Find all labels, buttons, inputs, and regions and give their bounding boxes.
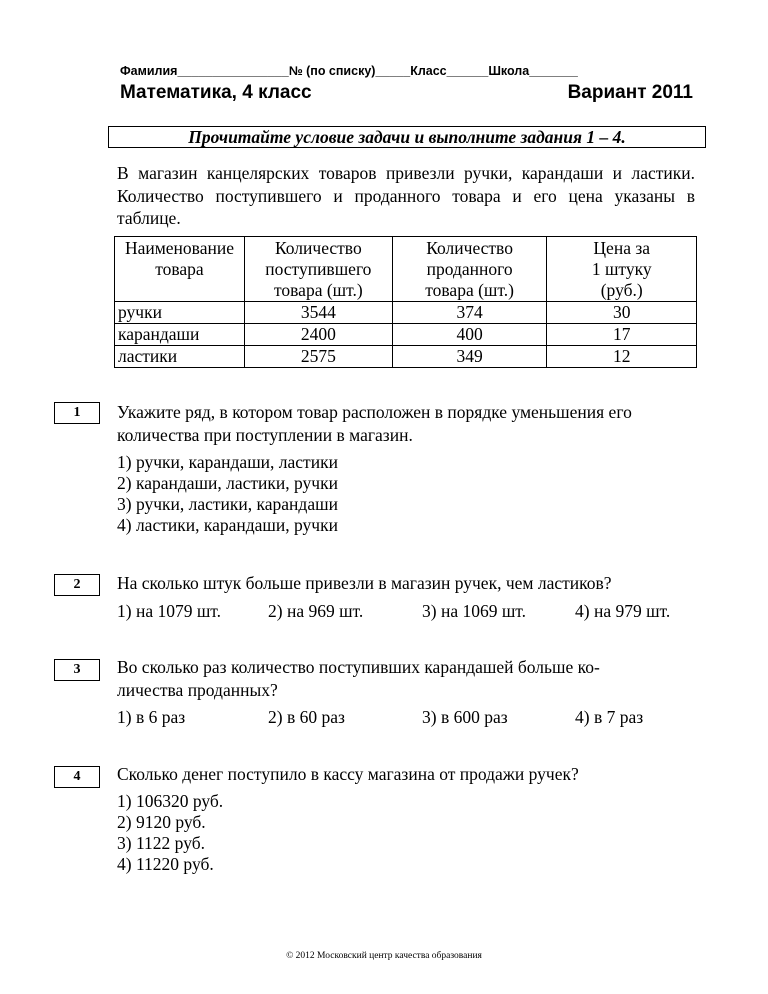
variant-title: Вариант 2011 (567, 82, 693, 103)
task-2-number-box: 2 (54, 574, 100, 596)
received-cell: 2400 (244, 324, 392, 346)
task-2-option-4: 4) на 979 шт. (575, 601, 671, 621)
student-info-line: Фамилия________________№ (по списку)_____Класс______Школа_______ (120, 64, 578, 78)
received-cell: 3544 (244, 302, 392, 324)
task-1-number-box: 1 (54, 402, 100, 424)
task-3-option-2: 2) в 60 раз (268, 707, 345, 727)
instruction-box: Прочитайте условие задачи и выполните задания 1 – 4. (108, 126, 706, 148)
task-1-option-2: 2) карандаши, ластики, ручки (117, 473, 338, 493)
subject-title: Математика, 4 класс (120, 82, 312, 103)
table-header-row (115, 237, 697, 302)
table-row (115, 346, 697, 368)
task-3-option-3: 3) в 600 раз (422, 707, 508, 727)
price-cell: 17 (547, 324, 697, 346)
sold-cell: 400 (392, 324, 547, 346)
product-name-cell: ластики (115, 346, 245, 368)
task-2-question: На сколько штук больше привезли в магазин ручек, чем ластиков? (117, 573, 612, 593)
task-3-number-box: 3 (54, 659, 100, 681)
header-price: Цена за 1 штуку (руб.) (547, 237, 697, 302)
task-1-option-1: 1) ручки, карандаши, ластики (117, 452, 338, 472)
header-received-qty: Количество поступившего товара (шт.) (244, 237, 392, 302)
task-1-question: Укажите ряд, в котором товар расположен в порядке уменьшения его количества при поступлении в магазин. (117, 402, 632, 445)
copyright-footer: © 2012 Московский центр качества образования (286, 951, 482, 961)
task-3-question: Во сколько раз количество поступивших карандашей больше ко- личества проданных? (117, 657, 600, 700)
sold-cell: 374 (392, 302, 547, 324)
task-2-option-2: 2) на 969 шт. (268, 601, 364, 621)
task-1-option-4: 4) ластики, карандаши, ручки (117, 515, 338, 535)
task-2-option-1: 1) на 1079 шт. (117, 601, 222, 621)
problem-statement: В магазин канцелярских товаров привезли ручки, карандаши и ластики. Количество поступившего и проданного товара и его цена указаны в таблице. (117, 163, 695, 228)
product-name-cell: ручки (115, 302, 245, 324)
task-4-option-4: 4) 11220 руб. (117, 854, 214, 874)
task-4-question: Сколько денег поступило в кассу магазина от продажи ручек? (117, 764, 579, 784)
header-product-name: Наименование товара (115, 237, 245, 302)
task-4-number-box: 4 (54, 766, 100, 788)
table-row (115, 302, 697, 324)
task-2-option-3: 3) на 1069 шт. (422, 601, 527, 621)
table-row (115, 324, 697, 346)
task-4-option-1: 1) 106320 руб. (117, 791, 224, 811)
task-3-option-4: 4) в 7 раз (575, 707, 644, 727)
price-cell: 30 (547, 302, 697, 324)
goods-table (114, 236, 697, 368)
task-4-option-2: 2) 9120 руб. (117, 812, 206, 832)
task-1-option-3: 3) ручки, ластики, карандаши (117, 494, 338, 514)
header-sold-qty: Количество проданного товара (шт.) (392, 237, 547, 302)
price-cell: 12 (547, 346, 697, 368)
sold-cell: 349 (392, 346, 547, 368)
task-3-option-1: 1) в 6 раз (117, 707, 186, 727)
task-4-option-3: 3) 1122 руб. (117, 833, 205, 853)
received-cell: 2575 (244, 346, 392, 368)
product-name-cell: карандаши (115, 324, 245, 346)
